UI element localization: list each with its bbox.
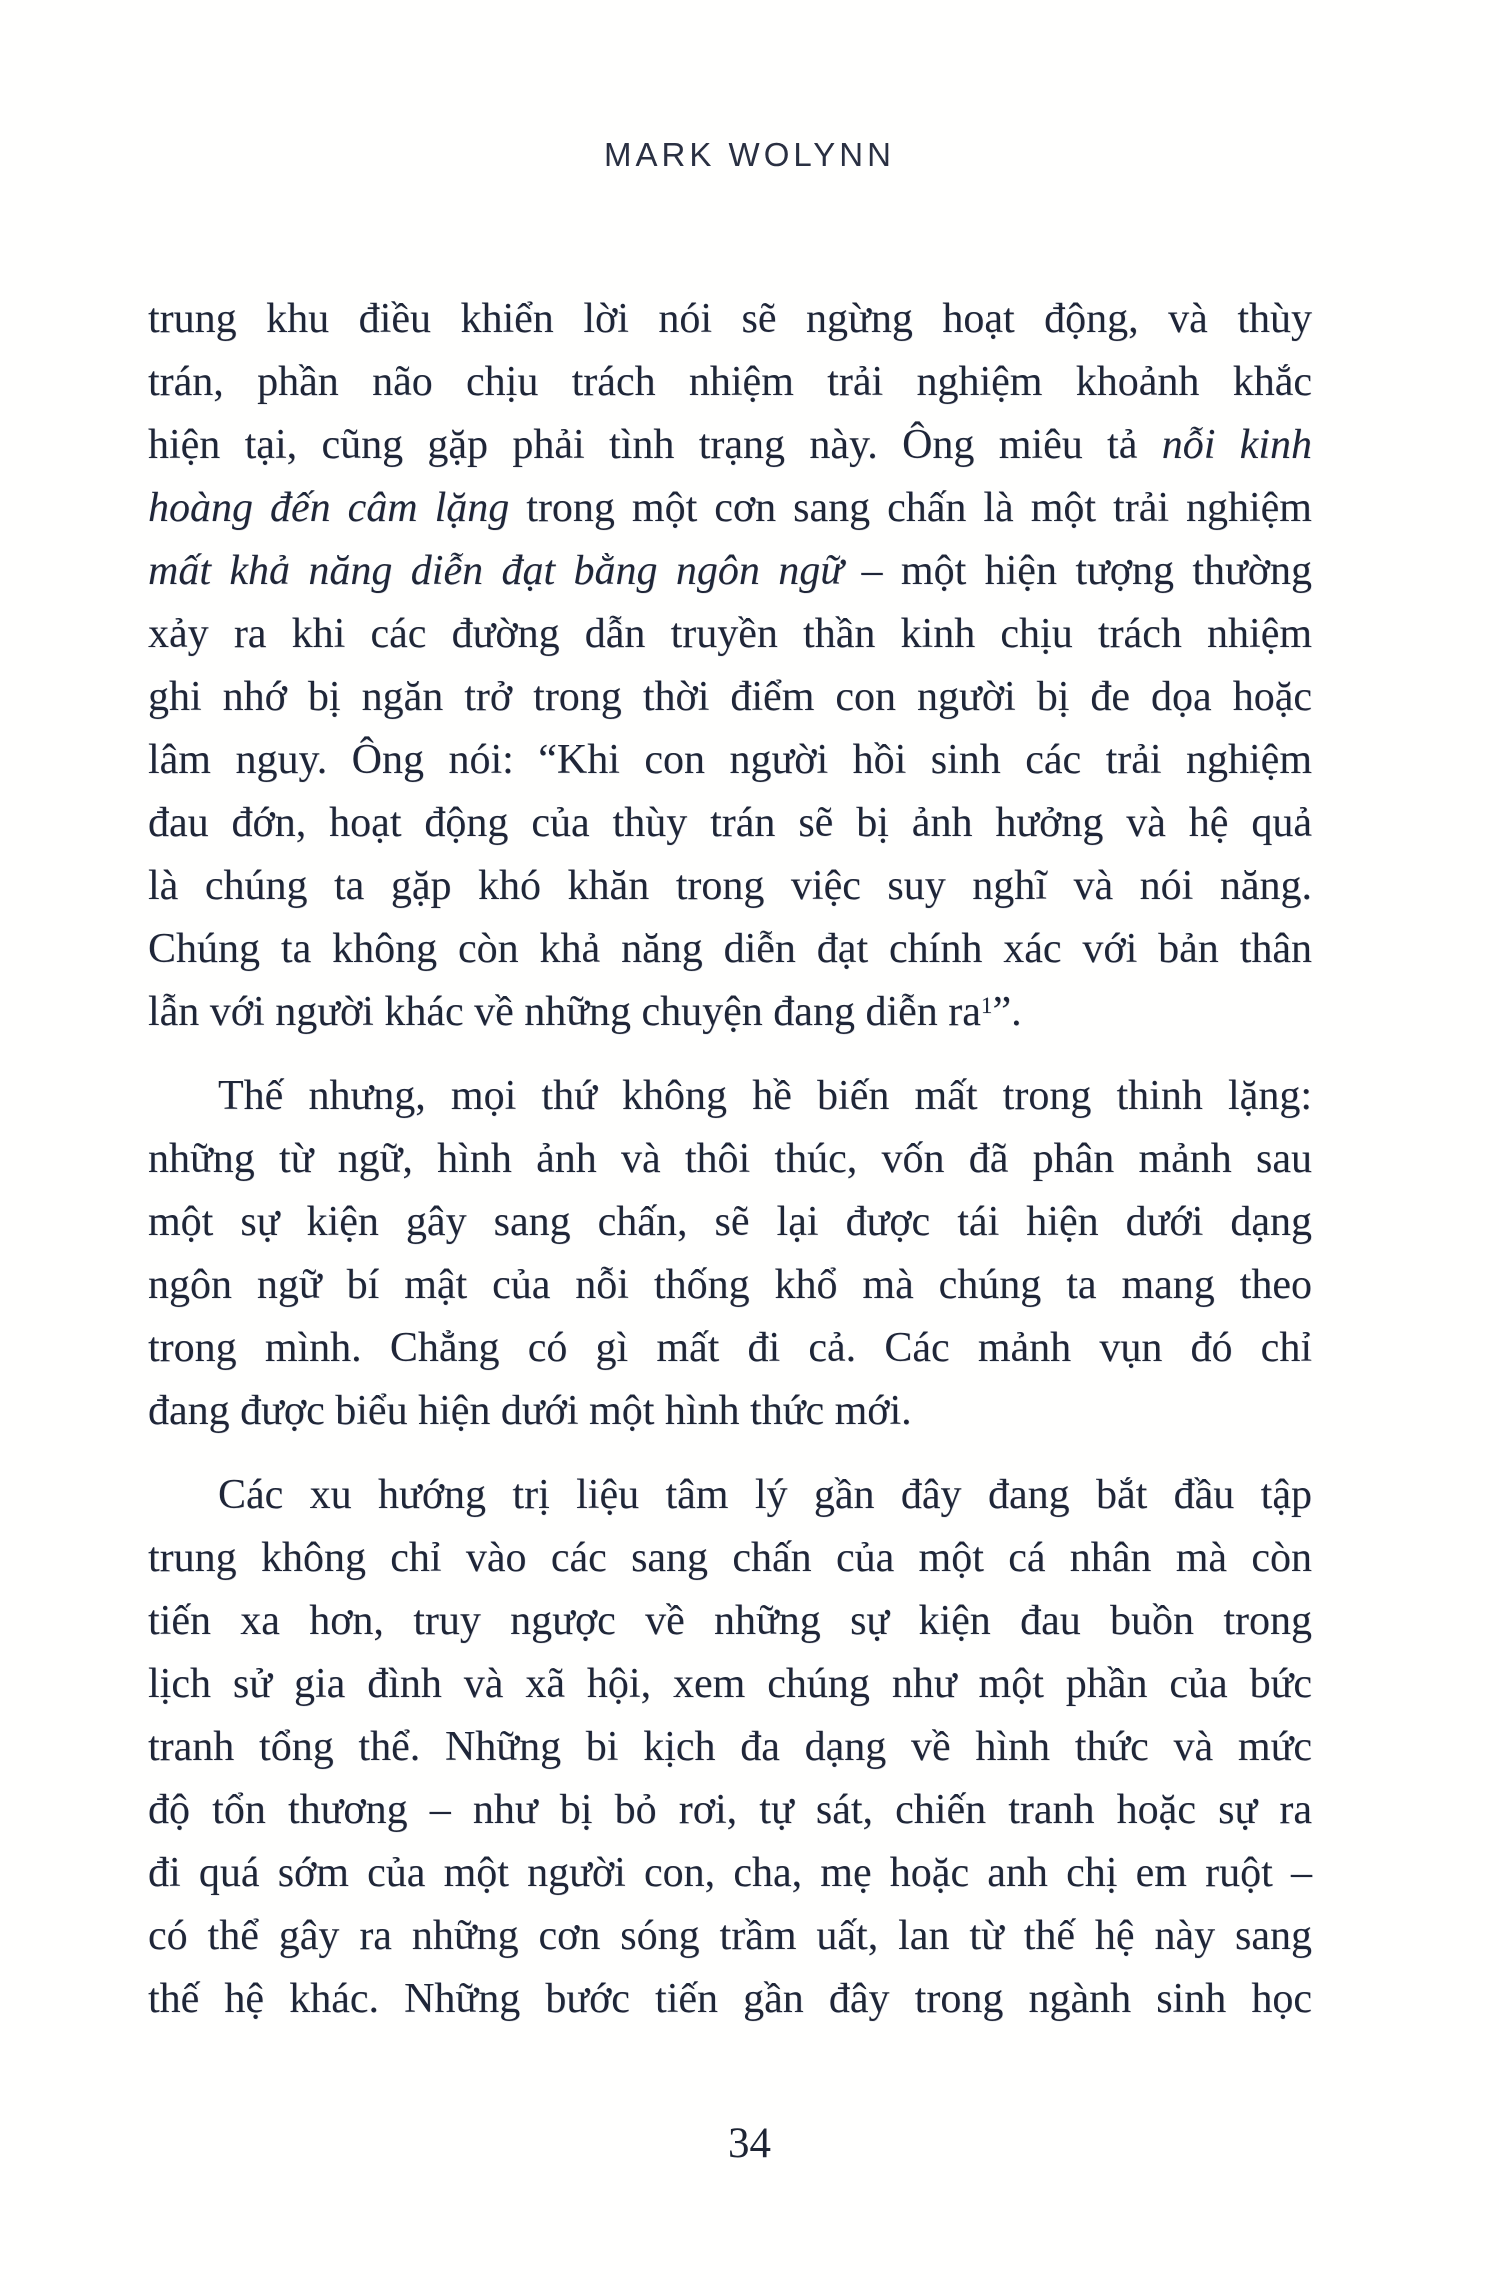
text-run: những từ ngữ, hình ảnh và thôi thúc, vốn đã phân mảnh sau	[148, 1136, 1312, 1182]
text-line	[148, 792, 1312, 855]
paragraph	[148, 288, 1312, 1044]
text-run: tranh tổng thể. Những bi kịch đa dạng về hình thức và mức	[148, 1724, 1312, 1770]
text-line	[148, 414, 1312, 477]
text-line	[148, 288, 1312, 351]
text-line	[148, 1968, 1312, 2031]
text-line	[148, 855, 1312, 918]
text-line	[148, 540, 1312, 603]
text-line	[148, 1254, 1312, 1317]
text-line	[148, 1527, 1312, 1590]
text-run: Thế nhưng, mọi thứ không hề biến mất trong thinh lặng:	[218, 1073, 1312, 1119]
text-run: ngôn ngữ bí mật của nỗi thống khổ mà chúng ta mang theo	[148, 1262, 1312, 1308]
text-line	[148, 1779, 1312, 1842]
text-line	[148, 1653, 1312, 1716]
text-line	[148, 1842, 1312, 1905]
page-number: 34	[728, 2120, 771, 2167]
paragraph	[148, 1065, 1312, 1443]
text-line	[148, 1380, 1312, 1443]
text-line	[148, 1128, 1312, 1191]
running-head-author: MARK WOLYNN	[604, 136, 895, 173]
text-run: là chúng ta gặp khó khăn trong việc suy nghĩ và nói năng.	[148, 863, 1312, 909]
text-run: hiện tại, cũng gặp phải tình trạng này. Ông miêu tả	[148, 422, 1162, 468]
text-line	[148, 1590, 1312, 1653]
text-line	[148, 351, 1312, 414]
text-run: đi quá sớm của một người con, cha, mẹ hoặc anh chị em ruột –	[148, 1850, 1312, 1896]
text-line	[148, 1317, 1312, 1380]
body-text	[148, 288, 1312, 2031]
text-run: trung không chỉ vào các sang chấn của một cá nhân mà còn	[148, 1535, 1312, 1581]
text-line	[148, 981, 1312, 1044]
text-line	[148, 1065, 1312, 1128]
text-run: trung khu điều khiển lời nói sẽ ngừng hoạt động, và thùy	[148, 296, 1312, 342]
text-line	[148, 1716, 1312, 1779]
text-line	[148, 729, 1312, 792]
text-run: lịch sử gia đình và xã hội, xem chúng như một phần của bức	[148, 1661, 1312, 1707]
text-run: trong mình. Chẳng có gì mất đi cả. Các mảnh vụn đó chỉ	[148, 1325, 1312, 1371]
text-run: một sự kiện gây sang chấn, sẽ lại được tái hiện dưới dạng	[148, 1199, 1312, 1245]
text-run: trán, phần não chịu trách nhiệm trải nghiệm khoảnh khắc	[148, 359, 1312, 405]
text-run: ghi nhớ bị ngăn trở trong thời điểm con người bị đe dọa hoặc	[148, 674, 1312, 720]
footnote-marker: 1	[980, 992, 993, 1019]
text-line	[148, 1191, 1312, 1254]
text-run: xảy ra khi các đường dẫn truyền thần kinh chịu trách nhiệm	[148, 611, 1312, 657]
text-run: độ tổn thương – như bị bỏ rơi, tự sát, chiến tranh hoặc sự ra	[148, 1787, 1312, 1833]
text-run: – một hiện tượng thường	[843, 548, 1312, 594]
text-run: Chúng ta không còn khả năng diễn đạt chính xác với bản thân	[148, 926, 1312, 972]
text-run: lâm nguy. Ông nói: “Khi con người hồi sinh các trải nghiệm	[148, 737, 1312, 783]
text-line	[148, 666, 1312, 729]
text-run: có thể gây ra những cơn sóng trầm uất, lan từ thế hệ này sang	[148, 1913, 1312, 1959]
text-run: ”.	[992, 989, 1022, 1035]
text-run: trong một cơn sang chấn là một trải nghiệm	[509, 485, 1312, 531]
text-line	[148, 1464, 1312, 1527]
text-line	[148, 477, 1312, 540]
italic-phrase: hoàng đến câm lặng	[148, 485, 510, 531]
text-run: tiến xa hơn, truy ngược về những sự kiện đau buồn trong	[148, 1598, 1312, 1644]
paragraph	[148, 1464, 1312, 2031]
text-run: đau đớn, hoạt động của thùy trán sẽ bị ảnh hưởng và hệ quả	[148, 800, 1312, 846]
italic-phrase: mất khả năng diễn đạt bằng ngôn ngữ	[148, 548, 844, 594]
text-run: Các xu hướng trị liệu tâm lý gần đây đang bắt đầu tập	[218, 1472, 1312, 1518]
text-run: lẫn với người khác về những chuyện đang diễn ra	[148, 989, 981, 1035]
text-line	[148, 1905, 1312, 1968]
text-line	[148, 918, 1312, 981]
italic-phrase: nỗi kinh	[1161, 422, 1312, 468]
text-run: đang được biểu hiện dưới một hình thức mới.	[148, 1388, 912, 1434]
text-run: thế hệ khác. Những bước tiến gần đây trong ngành sinh học	[148, 1976, 1312, 2022]
text-line	[148, 603, 1312, 666]
